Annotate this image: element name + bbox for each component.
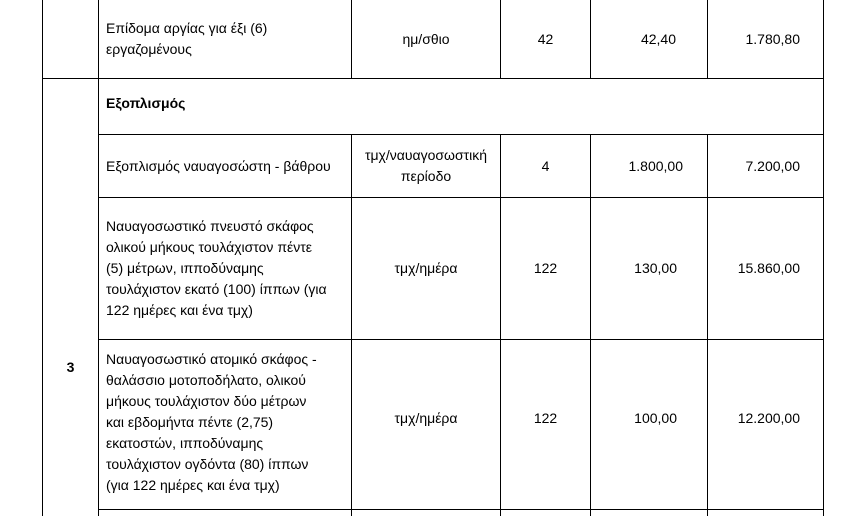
- item-unit: ημ/σθιο: [402, 30, 450, 47]
- item-unit-price: 100,00: [634, 409, 677, 426]
- item-unit: τμχ/ημέρα: [394, 409, 458, 426]
- item-unit-price: 130,00: [634, 260, 677, 276]
- item-total: 12.200,00: [737, 409, 800, 426]
- item-unit-price: 42,40: [640, 30, 676, 47]
- item-total: 1.780,80: [745, 30, 800, 47]
- item-total: 7.200,00: [745, 157, 800, 174]
- item-quantity: 122: [533, 409, 558, 426]
- item-quantity: 122: [533, 260, 558, 276]
- item-description: Εξοπλισμός ναυαγοσώστη - βάθρου: [106, 157, 331, 174]
- item-unit-price: 1.800,00: [628, 157, 683, 174]
- grid-line: [98, 509, 824, 510]
- item-total: 15.860,00: [737, 260, 800, 276]
- item-description: Ναυαγοσωστικό πνευστό σκάφος ολικού μήκους τουλάχιστον πέντε (5) μέτρων, ιπποδύναμης τουλάχιστον εκατό (100) ίππων (για 122 ημέρες και ένα τμχ): [106, 218, 327, 318]
- section-number: 3: [66, 359, 75, 375]
- item-quantity: 4: [541, 157, 550, 174]
- item-description: Ναυαγοσωστικό ατομικό σκάφος - θαλάσσιο μοτοποδήλατο, ολικού μήκους τουλάχιστον δύο μέτρων και εβδομήντα πέντε (2,75) εκατοστών, ιπποδύναμης τουλάχιστον ογδόντα (80) ίππων (για 122 ημέρες και ένα τμχ): [106, 350, 317, 493]
- item-unit: τμχ/ναυαγοσωστική περίοδο: [364, 147, 488, 184]
- item-description: Επίδομα αργίας για έξι (6) εργαζομένους: [106, 20, 268, 57]
- section-title: Εξοπλισμός: [106, 94, 186, 111]
- item-quantity: 42: [537, 30, 554, 47]
- item-unit: τμχ/ημέρα: [394, 260, 458, 276]
